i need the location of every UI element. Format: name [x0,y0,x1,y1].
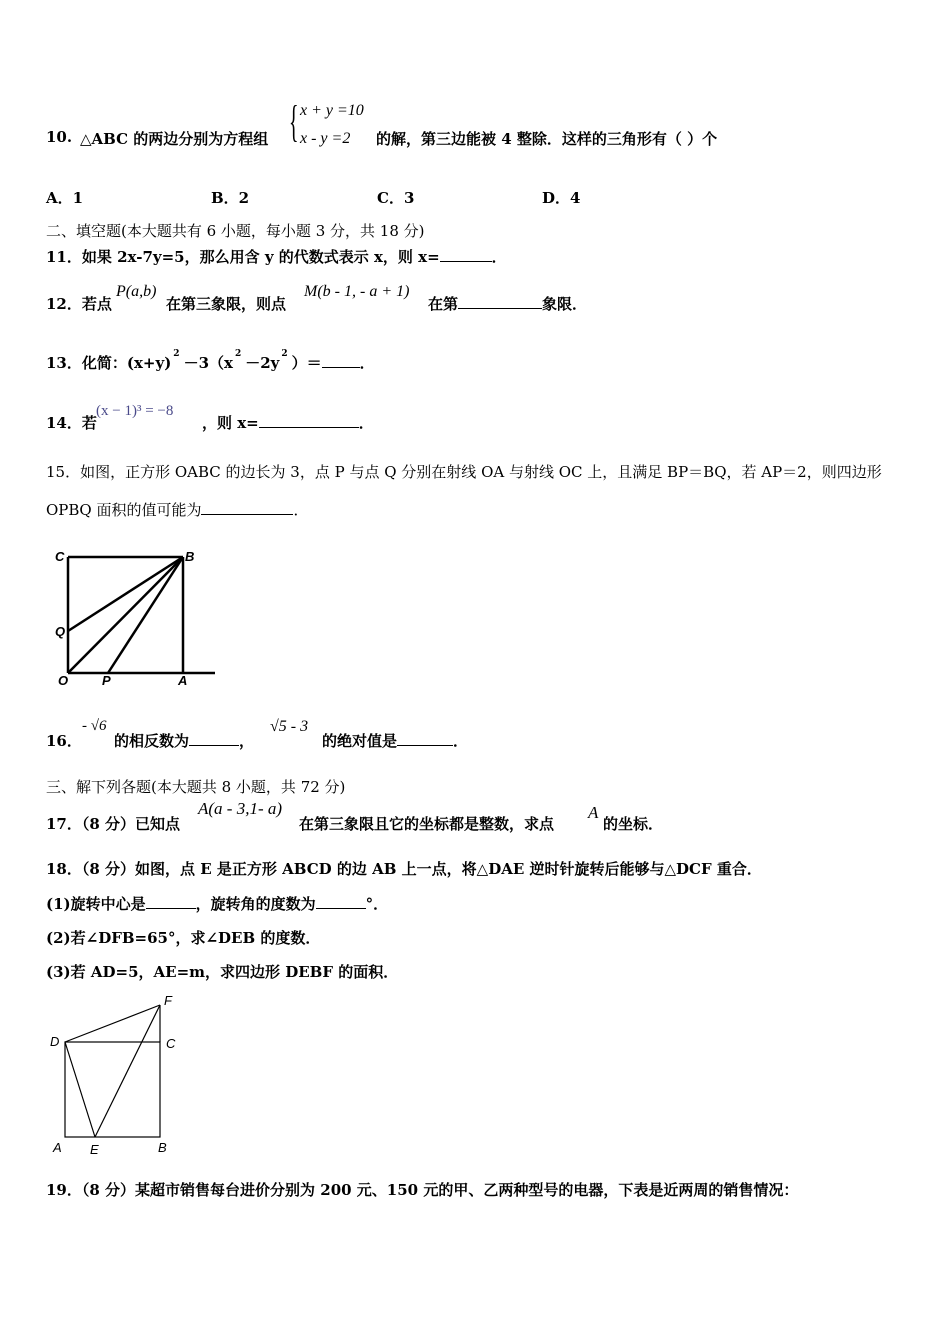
q18-part-1 [46,893,388,914]
q10-option-c: C．3 [377,189,415,207]
label-q: Q [55,624,66,639]
q13-end: ． [359,354,375,372]
q15-end: ． [293,501,309,519]
q13-exponent-3: 2 [281,349,288,359]
q19-text: 19．（8 分）某超市销售每台进价分别为 200 元、150 元的甲、乙两种型号的电器，下表是近两周的销售情况： [46,1181,799,1199]
segment-df [65,1005,160,1042]
label-o: O [58,673,69,688]
q10-equation-2: x - y =2 [300,130,351,147]
q18-intro: 18．（8 分）如图，点 E 是正方形 ABCD 的边 AB 上一点，将△DAE 逆时针旋转后能够与△DCF 重合． [46,860,762,878]
q16-expression-2: √5 - 3 [270,718,309,735]
q15-stem: OPBQ 面积的值可能为 [46,501,202,519]
q16-number: 16． [46,732,82,750]
q15-square-figure [50,545,220,690]
system-brace: { [289,97,299,146]
label-a: A [53,1140,62,1155]
q13-stem: 13．化简：(x+y) [46,354,172,372]
q12-end: 象限． [542,295,588,313]
q18-part-2: (2)若∠DFB=65°，求∠DEB 的度数． [46,929,321,947]
q18-answer-blank-2[interactable] [316,894,366,909]
q14-tail [202,412,374,433]
q17-stem-middle: 在第三象限且它的坐标都是整数，求点 [299,815,555,833]
q18-part-1-a: (1)旋转中心是 [46,895,146,913]
q10-stem-suffix: 的解，第三边能被 4 整除．这样的三角形有（ ）个 [376,130,718,148]
section-3-heading: 三、解下列各题(本大题共 8 小题，共 72 分) [46,778,346,796]
q12-answer-blank[interactable] [458,294,542,309]
q17-stem-prefix: 17．（8 分）已知点 [46,815,181,833]
q10-equation-1: x + y =10 [300,102,364,119]
q12-stem-middle: 在第三象限，则点 [166,295,287,313]
q11-end: ． [491,248,507,266]
label-b: B [185,549,195,564]
q12-tail [428,293,587,314]
q14-stem: ，则 x= [202,414,259,432]
segment-ob [68,557,183,673]
square-abcd [65,1042,160,1137]
q17-stem-end: 的坐标． [603,815,664,833]
q10-option-d: D．4 [542,189,581,207]
q12-point-m: M(b - 1, - a + 1) [304,283,410,300]
q12-stem-in: 在第 [428,295,459,313]
q16-stem-1: 的相反数为 [114,732,190,750]
q13-middle: －3（x [183,354,233,372]
q14-answer-blank[interactable] [259,413,359,428]
q16-comma: ， [239,732,255,750]
q11-text [46,246,507,267]
q16-answer-blank-1[interactable] [189,731,239,746]
segment-qb [68,557,183,631]
label-p: P [102,673,111,688]
q17-point-a-coords: A(a - 3,1- a) [198,799,283,818]
q16-stem-2: 的绝对值是 [322,732,398,750]
q14-number: 14．若 [46,414,97,432]
q16-part-1 [114,730,254,751]
q15-line-2 [46,499,309,520]
q15-answer-blank[interactable] [201,500,293,515]
q16-end: ． [453,732,469,750]
q13-exponent-2: 2 [234,349,242,359]
segment-pb [108,557,183,673]
q13-exponent-1: 2 [173,349,180,359]
label-b: B [158,1140,167,1155]
q18-part-1-c: °． [365,895,389,913]
q13-equals: ）＝ [291,354,322,372]
q11-answer-blank[interactable] [440,247,492,262]
q17-point-a: A [588,803,599,822]
section-2-heading: 二、填空题(本大题共有 6 小题，每小题 3 分，共 18 分) [46,222,425,240]
q12-number: 12．若点 [46,295,112,313]
segment-fe [95,1005,160,1137]
q18-part-1-b: ，旋转角的度数为 [195,895,316,913]
label-c: C [166,1036,176,1051]
q11-stem: 11．如果 2x-7y=5，那么用含 y 的代数式表示 x，则 x= [46,248,440,266]
segment-de [65,1042,95,1137]
label-c: C [55,549,65,564]
q16-part-2 [322,730,468,751]
q14-end: ． [358,414,374,432]
q18-square-figure [46,990,191,1160]
label-a: A [178,673,188,688]
q16-answer-blank-2[interactable] [397,731,453,746]
q10-stem-prefix: △ABC 的两边分别为方程组 [80,130,269,148]
label-e: E [90,1142,99,1157]
q10-option-a: A．1 [46,189,84,207]
label-d: D [50,1034,60,1049]
q18-part-3: (3)若 AD=5，AE=m，求四边形 DEBF 的面积． [46,963,399,981]
q15-line-1: 15．如图，正方形 OABC 的边长为 3，点 P 与点 Q 分别在射线 OA 与射线 OC 上，且满足 BP＝BQ，若 AP＝2，则四边形 [46,463,882,481]
q13-text [46,349,375,373]
q16-expression-1: - √6 [82,718,107,734]
q18-answer-blank-1[interactable] [146,894,196,909]
q10-option-b: B．2 [211,189,250,207]
q10-number: 10. [46,128,73,146]
q14-equation: (x − 1)³ = −8 [96,403,174,419]
q13-answer-blank[interactable] [322,353,360,368]
q12-point-p: P(a,b) [116,283,157,300]
q13-middle-2: －2y [245,354,280,372]
label-f: F [164,993,172,1008]
